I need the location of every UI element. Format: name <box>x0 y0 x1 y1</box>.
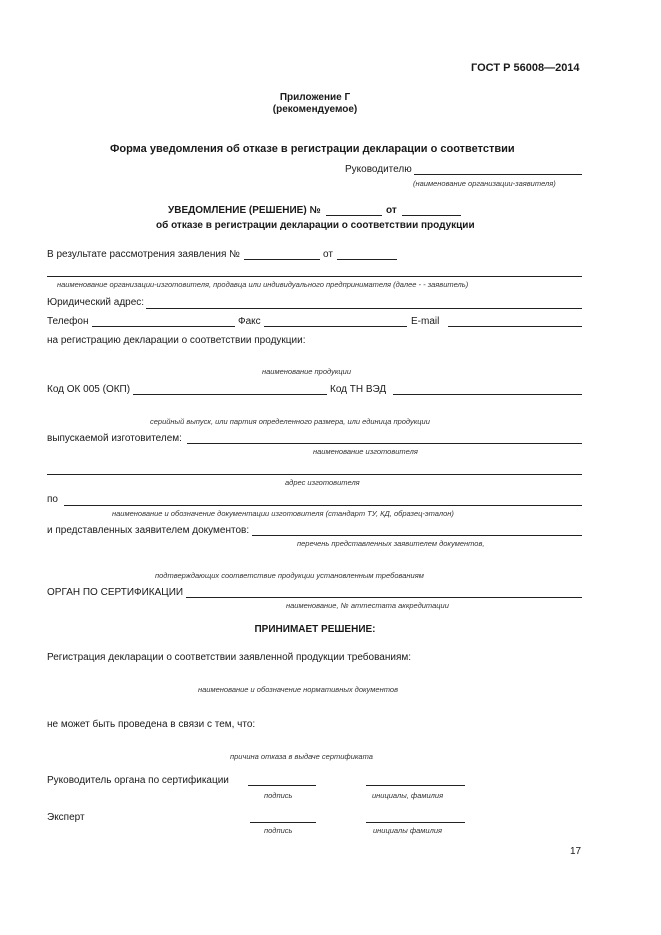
manufacturer-line <box>187 443 582 444</box>
head-signature-caption: подпись <box>264 791 293 800</box>
phone-line <box>92 326 235 327</box>
cert-body-line <box>186 597 582 598</box>
notice-number-line <box>326 215 382 216</box>
cert-body-caption: наименование, № аттестата аккредитации <box>286 601 449 610</box>
notice-from: от <box>386 205 397 216</box>
expert-initials-caption: инициалы фамилия <box>373 826 443 835</box>
application-label: В результате рассмотрения заявления № <box>47 249 240 260</box>
reason-caption: причина отказа в выдаче сертификата <box>230 752 373 761</box>
applicant-caption: наименование организации-изготовителя, продавца или индивидуального предпринимателя (далее - - заявитель) <box>57 280 469 289</box>
legal-address-line <box>146 308 582 309</box>
application-date-line <box>337 259 397 260</box>
fax-label: Факс <box>238 316 261 327</box>
cannot-text: не может быть проведена в связи с тем, что: <box>47 719 256 730</box>
page-number: 17 <box>570 846 582 857</box>
registration-for: на регистрацию декларации о соответствии продукции: <box>47 335 306 346</box>
expert-initials-line <box>366 822 465 823</box>
submitted-docs-line <box>252 535 582 536</box>
manufacturer-label: выпускаемой изготовителем: <box>47 433 182 444</box>
addressee-line <box>414 174 582 175</box>
email-label: E-mail <box>411 316 440 327</box>
registration-text: Регистрация декларации о соответствии заявленной продукции требованиям: <box>47 652 412 663</box>
head-initials-caption: инициалы, фамилия <box>372 791 444 800</box>
head-label: Руководитель органа по сертификации <box>47 775 229 786</box>
okp-label: Код ОК 005 (ОКП) <box>47 384 131 395</box>
appendix-title: Приложение Г <box>279 92 351 103</box>
product-caption: наименование продукции <box>262 367 352 376</box>
confirming-caption: подтверждающих соответствие продукции установленным требованиям <box>155 571 424 580</box>
cert-body-label: ОРГАН ПО СЕРТИФИКАЦИИ <box>47 587 184 598</box>
head-signature-line <box>248 785 316 786</box>
application-from: от <box>323 249 333 260</box>
by-label: по <box>47 494 58 505</box>
legal-address-label: Юридический адрес: <box>47 297 145 308</box>
addressee-label: Руководителю <box>345 164 412 175</box>
decision-heading: ПРИНИМАЕТ РЕШЕНИЕ: <box>254 624 376 635</box>
docs-caption: наименование и обозначение документации изготовителя (стандарт ТУ, КД, образец-эталон) <box>112 509 454 518</box>
applicant-line <box>47 276 582 277</box>
tnved-label: Код ТН ВЭД <box>330 384 387 395</box>
expert-label: Эксперт <box>47 812 85 823</box>
submitted-docs-label: и представленных заявителем документов: <box>47 525 250 536</box>
expert-signature-caption: подпись <box>264 826 293 835</box>
phone-label: Телефон <box>47 316 89 327</box>
notice-heading: УВЕДОМЛЕНИЕ (РЕШЕНИЕ) № <box>168 205 321 216</box>
standard-number: ГОСТ Р 56008—2014 <box>471 62 580 74</box>
notice-subheading: об отказе в регистрации декларации о соответствии продукции <box>156 220 475 231</box>
manufacturer-address-caption: адрес изготовителя <box>285 478 360 487</box>
form-title: Форма уведомления об отказе в регистрации декларации о соответствии <box>110 143 515 155</box>
appendix-subtitle: (рекомендуемое) <box>272 104 358 115</box>
head-initials-line <box>366 785 465 786</box>
submitted-docs-caption: перечень представленных заявителем документов, <box>297 539 485 548</box>
expert-signature-line <box>250 822 316 823</box>
by-line <box>64 505 582 506</box>
email-line <box>448 326 582 327</box>
tnved-line <box>393 394 582 395</box>
addressee-caption: (наименование организации-заявителя) <box>413 179 556 188</box>
manufacturer-caption: наименование изготовителя <box>313 447 418 456</box>
norm-docs-caption: наименование и обозначение нормативных документов <box>198 685 398 694</box>
manufacturer-address-line <box>47 474 582 475</box>
application-number-line <box>244 259 320 260</box>
notice-date-line <box>402 215 461 216</box>
fax-line <box>264 326 407 327</box>
release-caption: серийный выпуск, или партия определенного размера, или единица продукции <box>150 417 430 426</box>
okp-line <box>133 394 327 395</box>
